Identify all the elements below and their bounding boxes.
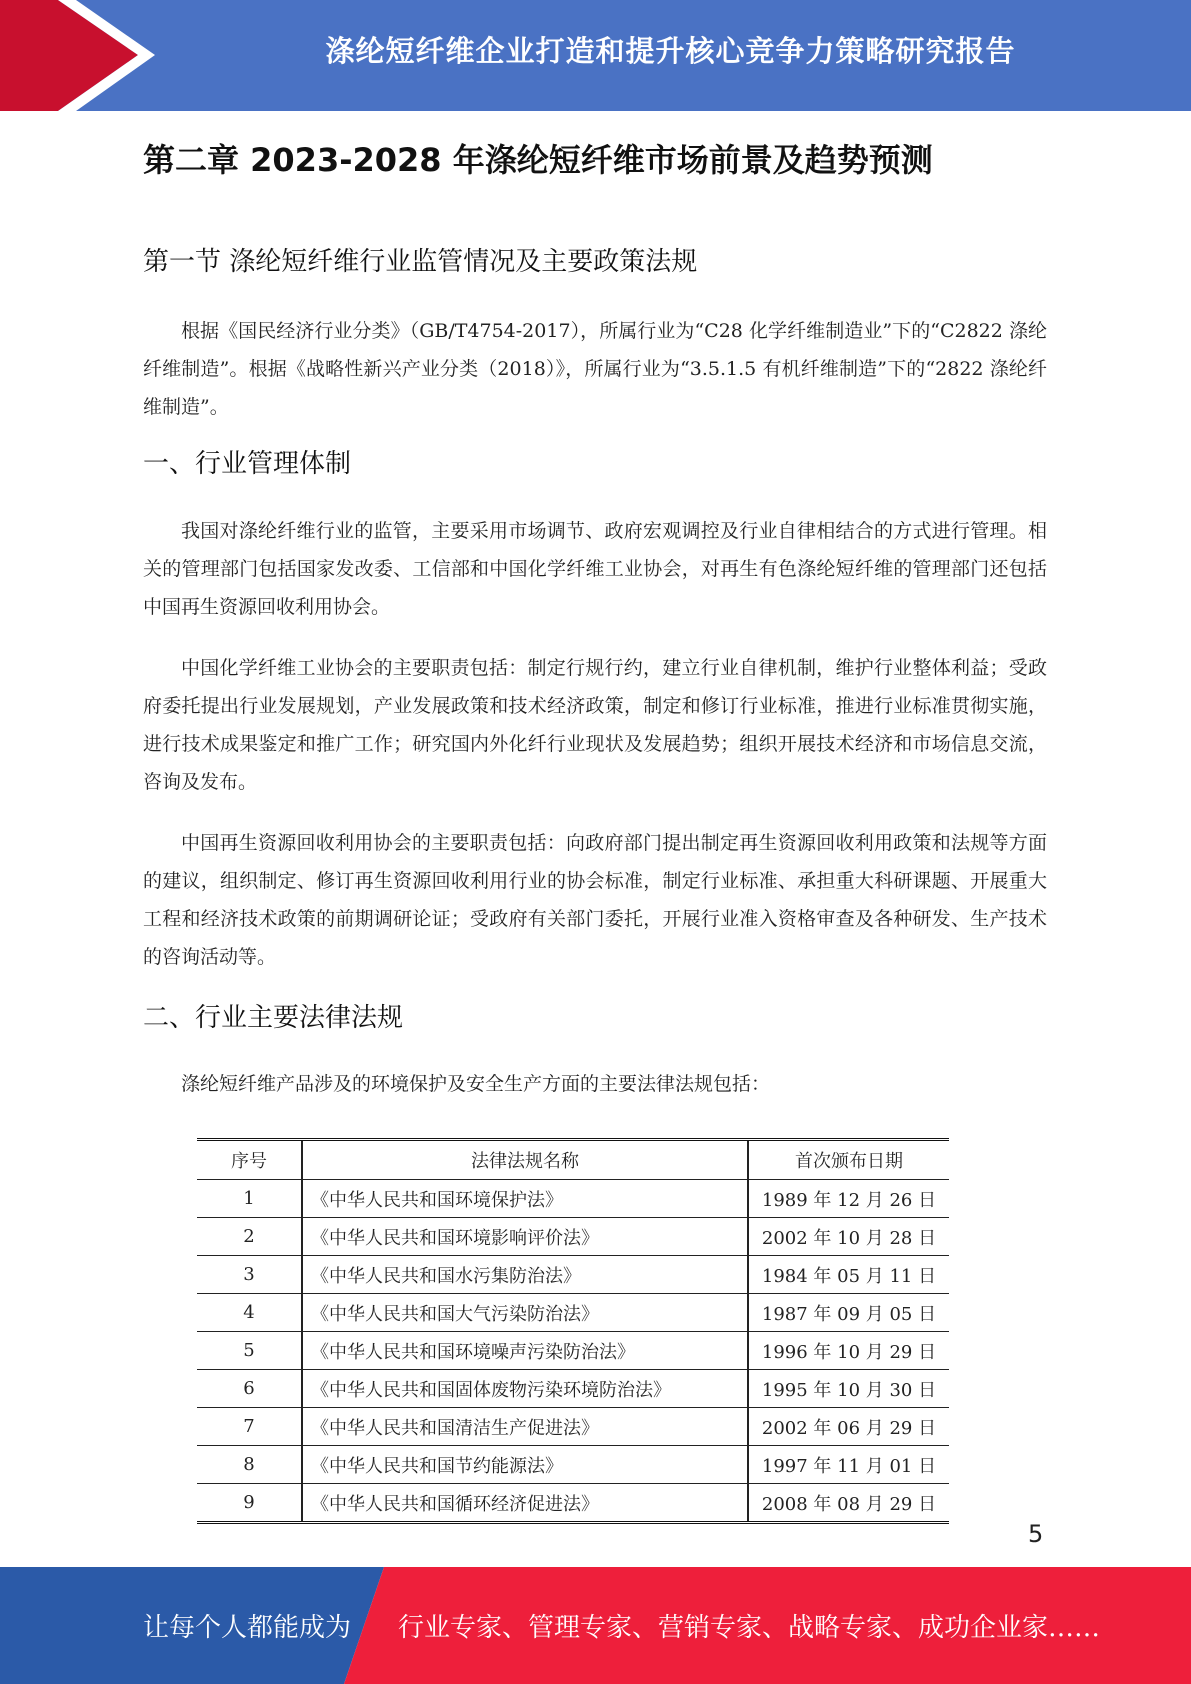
- cell-law-name: 《中华人民共和国节约能源法》: [302, 1446, 748, 1484]
- cell-date: 2008 年 08 月 29 日: [748, 1484, 949, 1523]
- table-row: [197, 1446, 949, 1484]
- table-row: [197, 1408, 949, 1446]
- paragraph-regulation: 我国对涤纶纤维行业的监管，主要采用市场调节、政府宏观调控及行业自律相结合的方式进行管理。相关的管理部门包括国家发改委、工信部和中国化学纤维工业协会，对再生有色涤纶短纤维的管理部门还包括中国再生资源回收利用协会。: [143, 520, 1047, 618]
- subheading-management: 一、行业管理体制: [143, 449, 352, 479]
- chapter-title: 第二章 2023-2028 年涤纶短纤维市场前景及趋势预测: [143, 141, 933, 179]
- cell-index: 9: [197, 1484, 302, 1523]
- intro-paragraph: 根据《国民经济行业分类》（GB/T4754-2017），所属行业为“C28 化学纤维制造业”下的“C2822 涤纶纤维制造”。根据《战略性新兴产业分类（2018）》，所属行业为“3.5.1.5 有机纤维制造”下的“2822 涤纶纤维制造”。: [143, 320, 1047, 418]
- cell-law-name: 《中华人民共和国环境保护法》: [302, 1180, 748, 1218]
- cell-date: 1996 年 10 月 29 日: [748, 1332, 949, 1370]
- cell-law-name: 《中华人民共和国固体废物污染环境防治法》: [302, 1370, 748, 1408]
- cell-index: 6: [197, 1370, 302, 1408]
- report-title: 涤纶短纤维企业打造和提升核心竞争力策略研究报告: [325, 33, 1016, 68]
- table-row: [197, 1218, 949, 1256]
- page-header: [0, 0, 1191, 111]
- cell-index: 4: [197, 1294, 302, 1332]
- table-row: [197, 1332, 949, 1370]
- table-header-row: [197, 1140, 949, 1180]
- cell-law-name: 《中华人民共和国环境噪声污染防治法》: [302, 1332, 748, 1370]
- cell-index: 7: [197, 1408, 302, 1446]
- cell-index: 8: [197, 1446, 302, 1484]
- subheading-laws: 二、行业主要法律法规: [143, 1003, 404, 1033]
- page-number: 5: [1028, 1520, 1044, 1548]
- page-footer: [0, 1567, 1191, 1684]
- cell-date: 1984 年 05 月 11 日: [748, 1256, 949, 1294]
- paragraph-fiber-association: 中国化学纤维工业协会的主要职责包括：制定行规行约，建立行业自律机制，维护行业整体利益；受政府委托提出行业发展规划，产业发展政策和技术经济政策，制定和修订行业标准，推进行业标准贯彻实施，进行技术成果鉴定和推广工作；研究国内外化纤行业现状及发展趋势；组织开展技术经济和市场信息交流，咨询及发布。: [143, 657, 1047, 793]
- footer-slogan-right: 行业专家、管理专家、营销专家、战略专家、成功企业家……: [398, 1613, 1101, 1643]
- cell-index: 3: [197, 1256, 302, 1294]
- cell-law-name: 《中华人民共和国大气污染防治法》: [302, 1294, 748, 1332]
- cell-law-name: 《中华人民共和国清洁生产促进法》: [302, 1408, 748, 1446]
- cell-law-name: 《中华人民共和国环境影响评价法》: [302, 1218, 748, 1256]
- laws-table: [197, 1138, 949, 1524]
- cell-index: 1: [197, 1180, 302, 1218]
- cell-law-name: 《中华人民共和国水污集防治法》: [302, 1256, 748, 1294]
- cell-date: 2002 年 10 月 28 日: [748, 1218, 949, 1256]
- cell-date: 1989 年 12 月 26 日: [748, 1180, 949, 1218]
- cell-index: 5: [197, 1332, 302, 1370]
- table-row: [197, 1180, 949, 1218]
- header-index: 序号: [197, 1140, 302, 1180]
- laws-intro: 涤纶短纤维产品涉及的环境保护及安全生产方面的主要法律法规包括：: [181, 1073, 771, 1095]
- cell-date: 1995 年 10 月 30 日: [748, 1370, 949, 1408]
- cell-date: 1987 年 09 月 05 日: [748, 1294, 949, 1332]
- table-row: [197, 1484, 949, 1523]
- header-date: 首次颁布日期: [748, 1140, 949, 1180]
- table-row: [197, 1370, 949, 1408]
- chevron-decoration: [0, 0, 160, 111]
- cell-index: 2: [197, 1218, 302, 1256]
- cell-date: 1997 年 11 月 01 日: [748, 1446, 949, 1484]
- cell-law-name: 《中华人民共和国循环经济促进法》: [302, 1484, 748, 1523]
- footer-slogan-left: 让每个人都能成为: [143, 1613, 352, 1643]
- table-row: [197, 1294, 949, 1332]
- cell-date: 2002 年 06 月 29 日: [748, 1408, 949, 1446]
- paragraph-recycling-association: 中国再生资源回收利用协会的主要职责包括：向政府部门提出制定再生资源回收利用政策和法规等方面的建议，组织制定、修订再生资源回收利用行业的协会标准，制定行业标准、承担重大科研课题、开展重大工程和经济技术政策的前期调研论证；受政府有关部门委托，开展行业准入资格审查及各种研发、生产技术的咨询活动等。: [143, 832, 1047, 968]
- section-title: 第一节 涤纶短纤维行业监管情况及主要政策法规: [143, 247, 698, 277]
- table-row: [197, 1256, 949, 1294]
- header-law-name: 法律法规名称: [302, 1140, 748, 1180]
